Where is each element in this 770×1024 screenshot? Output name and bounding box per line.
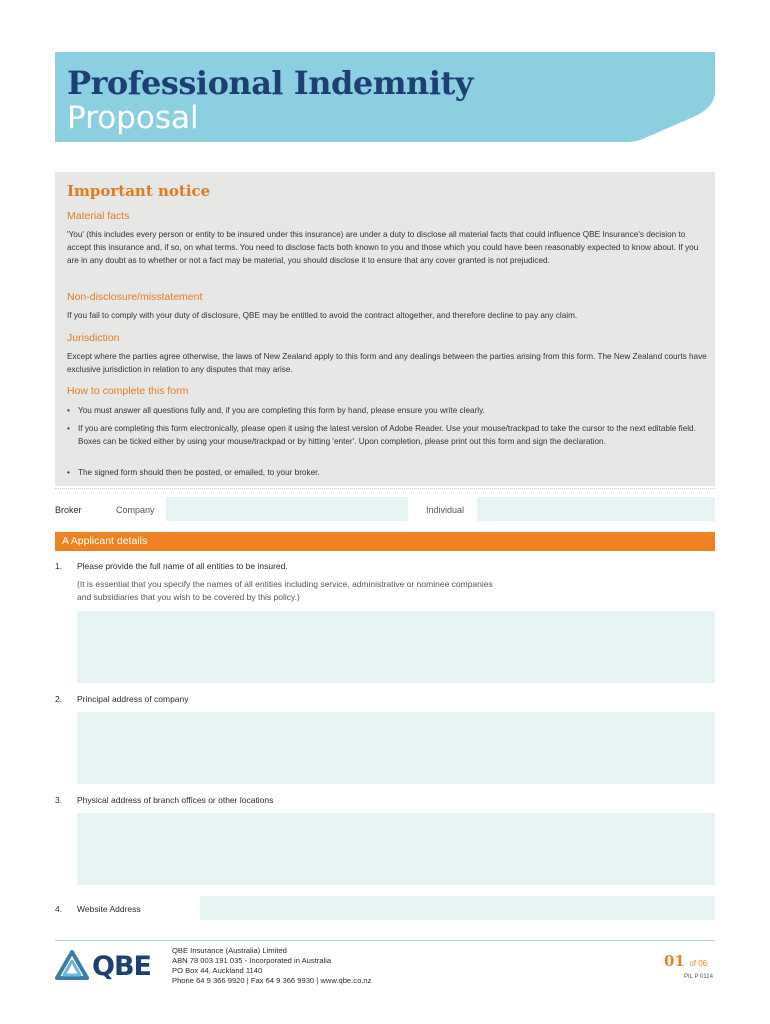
bullet-text: If you are completing this form electronically, please open it using the latest version of Adobe Reader. Use your mouse/trackpad to take the cursor to the next editable field. Boxes can be ticked either by using your mouse/trackpad or by hitting 'enter'. Upon completion, please print out this form and sign the declaration. (78, 424, 696, 447)
question-number: 1. (55, 561, 63, 571)
question-note: (It is essential that you specify the names of all entities including service, administrative or nominee companies and subsidiaries that you wish to be covered by this policy.) (77, 579, 493, 602)
bullet-icon: • (67, 424, 70, 433)
branch-address-field[interactable] (77, 813, 715, 885)
page-number: 01 (664, 952, 685, 970)
footer-company: QBE Insurance (Australia) Limited (172, 946, 287, 955)
footer-address: PO Box 44, Auckland 1140 (172, 966, 263, 975)
non-disclosure-heading: Non-disclosure/misstatement (67, 291, 203, 303)
important-notice-box (55, 172, 715, 486)
individual-label: Individual (426, 505, 465, 515)
question-number: 3. (55, 795, 63, 805)
material-facts-heading: Material facts (67, 210, 130, 222)
footer-abn: ABN 78 003 191 035 - Incorporated in Australia (172, 956, 332, 965)
broker-company-field[interactable] (166, 497, 408, 521)
question-text: Principal address of company (77, 694, 189, 704)
broker-individual-field[interactable] (477, 497, 715, 521)
material-facts-text: 'You' (this includes every person or entity to be insured under this insurance) are under a duty to disclose all material facts that could influence QBE Insurance's decision to accept this insurance and, if so, on what terms. You need to disclose facts both known to you and those which you could have been reasonably expected to know about. If you are in any doubt as to whether or not a fact may be material, you should disclose it to ensure that any cover granted is not prejudiced. (67, 230, 699, 266)
page-indicator (664, 952, 707, 971)
jurisdiction-heading: Jurisdiction (67, 332, 120, 344)
bullet-icon: • (67, 468, 70, 477)
form-code: PIL P 0114 (684, 974, 713, 980)
entities-names-field[interactable] (77, 611, 715, 683)
qbe-logo-text: QBE (92, 951, 151, 982)
footer-divider (55, 940, 715, 941)
question-number: 4. (55, 904, 63, 914)
how-to-heading: How to complete this form (67, 385, 189, 397)
company-label: Company (116, 505, 155, 515)
bullet-icon: • (67, 406, 70, 415)
page-total: of 06 (689, 959, 708, 968)
principal-address-field[interactable] (77, 712, 715, 784)
question-number: 2. (55, 694, 63, 704)
notice-heading: Important notice (67, 182, 211, 200)
broker-label: Broker (55, 505, 82, 515)
bullet-text: You must answer all questions fully and, if you are completing this form by hand, please ensure you write clearly. (78, 406, 485, 415)
footer-contact: Phone 64 9 366 9920 | Fax 64 9 366 9930 | www.qbe.co.nz (172, 976, 372, 985)
page-subtitle: Proposal (67, 100, 199, 136)
section-a-title: A Applicant details (62, 535, 148, 547)
divider (55, 488, 715, 489)
question-text: Physical address of branch offices or other locations (77, 795, 274, 805)
header-banner (55, 52, 715, 142)
jurisdiction-text: Except where the parties agree otherwise, the laws of New Zealand apply to this form and any dealings between the parties arising from this form. The New Zealand courts have exclusive jurisdiction in relation to any disputes that may arise. (67, 352, 707, 375)
page-title: Professional Indemnity (67, 64, 473, 102)
qbe-logo-icon (55, 950, 89, 982)
bullet-text: The signed form should then be posted, or emailed, to your broker. (78, 468, 320, 477)
section-a-header (55, 532, 715, 551)
question-text: Website Address (77, 904, 141, 914)
qbe-logo (55, 950, 165, 982)
question-text: Please provide the full name of all entities to be insured. (77, 561, 288, 571)
non-disclosure-text: If you fail to comply with your duty of disclosure, QBE may be entitled to avoid the contract altogether, and therefore decline to pay any claim. (67, 311, 578, 320)
website-address-field[interactable] (200, 896, 715, 920)
